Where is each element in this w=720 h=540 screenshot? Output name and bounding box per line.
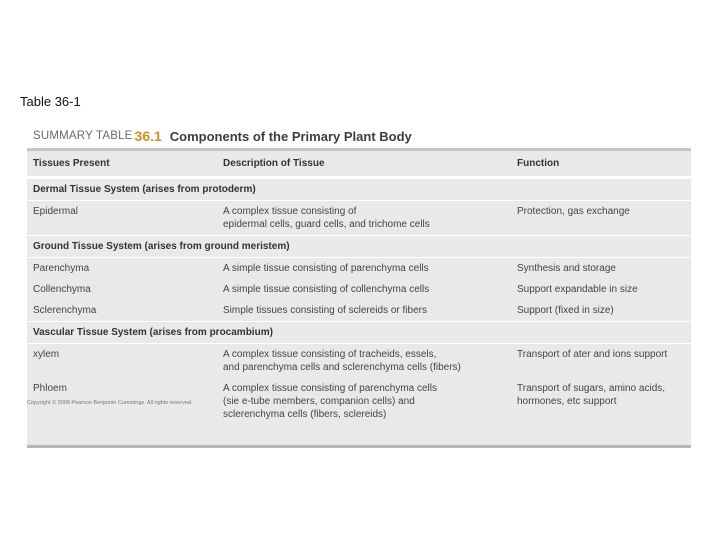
function-cell xyxy=(517,304,691,317)
section-vascular: Vascular Tissue System (arises from procambium) xyxy=(27,321,691,344)
function-cell xyxy=(517,262,691,275)
function-line: Protection, gas exchange xyxy=(517,206,630,217)
table-title: Components of the Primary Plant Body xyxy=(169,128,412,144)
tissue-cell: Collenchyma xyxy=(33,284,91,295)
tissue-cell: xylem xyxy=(33,349,60,360)
description-cell xyxy=(223,262,517,275)
section-dermal: Dermal Tissue System (arises from protoderm) xyxy=(27,178,691,201)
section-ground: Ground Tissue System (arises from ground meristem) xyxy=(27,235,691,258)
table-number: 36.1 xyxy=(134,128,162,144)
table-row xyxy=(27,201,691,235)
function-line: Support (fixed in size) xyxy=(517,305,614,316)
description-cell xyxy=(223,348,517,374)
table-label: SUMMARY TABLE xyxy=(33,130,133,142)
description-line: A complex tissue consisting of xyxy=(223,206,357,217)
description-line: (sie e-tube members, companion cells) and xyxy=(223,396,415,407)
copyright-caption: Copyright © 2008 Pearson Benjamin Cummings. All rights reserved. xyxy=(27,400,193,406)
function-line: Transport of ater and ions support xyxy=(517,349,668,360)
description-line: epidermal cells, guard cells, and trichome cells xyxy=(223,219,430,230)
description-line: Simple tissues consisting of sclereids or fibers xyxy=(223,305,427,316)
table-bottom-spacer xyxy=(27,425,691,445)
function-cell xyxy=(517,348,691,374)
function-line: Transport of sugars, amino acids, xyxy=(517,383,666,394)
function-line: hormones, etc support xyxy=(517,396,617,407)
tissue-cell: Parenchyma xyxy=(33,263,90,274)
slide-title: Table 36-1 xyxy=(20,94,81,109)
function-cell xyxy=(517,205,691,231)
tissue-cell: Epidermal xyxy=(33,206,79,217)
function-line: Support expandable in size xyxy=(517,284,638,295)
description-line: A simple tissue consisting of collenchyma cells xyxy=(223,284,430,295)
description-line: sclerenchyma cells (fibers, sclereids) xyxy=(223,409,387,420)
table-row xyxy=(27,344,691,378)
column-header-function: Function xyxy=(517,158,560,169)
description-line: and parenchyma cells and sclerenchyma cells (fibers) xyxy=(223,362,461,373)
function-cell xyxy=(517,283,691,296)
function-cell xyxy=(517,382,691,421)
table-row xyxy=(27,300,691,321)
column-header-description: Description of Tissue xyxy=(223,158,325,169)
table-heading xyxy=(27,124,691,149)
description-line: A complex tissue consisting of tracheids, essels, xyxy=(223,349,437,360)
tissue-cell: Sclerenchyma xyxy=(33,305,97,316)
description-cell xyxy=(223,304,517,317)
description-line: A complex tissue consisting of parenchyma cells xyxy=(223,383,437,394)
function-line: Synthesis and storage xyxy=(517,263,616,274)
tissue-cell: Phloem xyxy=(33,383,67,394)
description-cell xyxy=(223,382,517,421)
description-cell xyxy=(223,205,517,231)
description-cell xyxy=(223,283,517,296)
table-row xyxy=(27,258,691,279)
column-header-tissues: Tissues Present xyxy=(33,158,110,169)
table-row xyxy=(27,279,691,300)
table-header-row xyxy=(27,149,691,178)
description-line: A simple tissue consisting of parenchyma cells xyxy=(223,263,429,274)
